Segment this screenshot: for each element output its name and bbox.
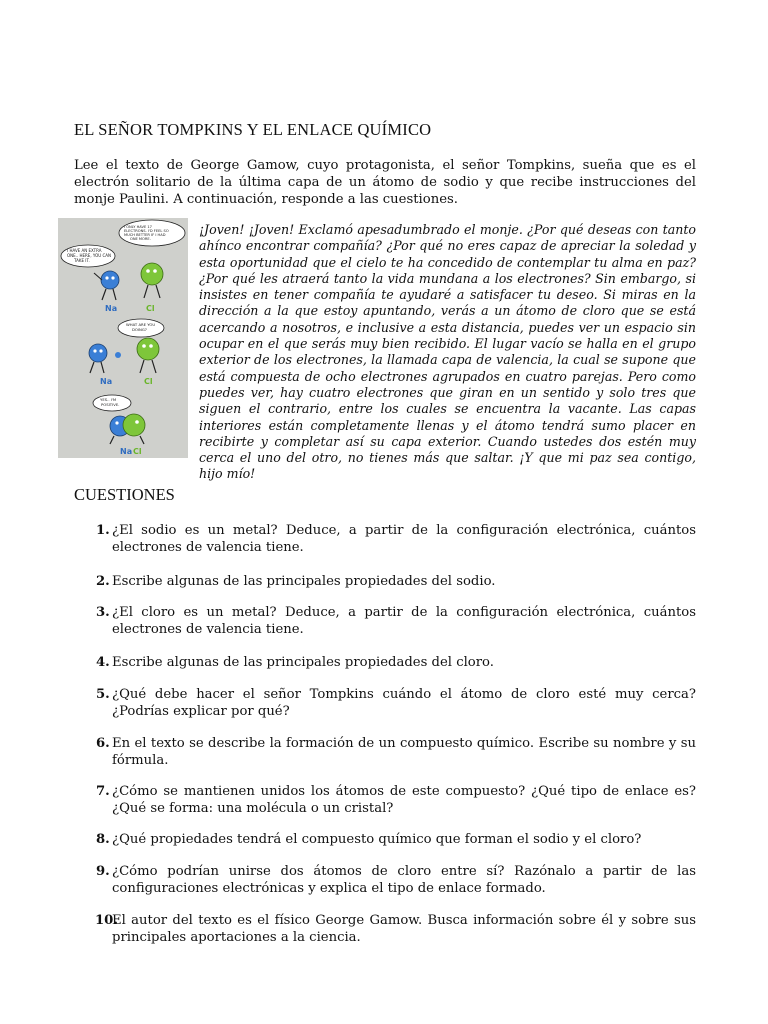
sodium-atom-2 bbox=[89, 344, 107, 362]
question-number: 10. bbox=[95, 913, 118, 928]
question-number: 1. bbox=[96, 523, 110, 538]
intro-paragraph: Lee el texto de George Gamow, cuyo protagonista, el señor Tompkins, sueña que es el electrón solitario de la última capa de un átomo de sodio y que recibe instrucciones del monje Paulini. A continuación, responde a las cuestiones. bbox=[74, 158, 696, 207]
story-text: ¡Joven! ¡Joven! Exclamó apesadumbrado el monje. ¿Por qué deseas con tanto ahínco encontrar compañía? ¿Por qué no eres capaz de apreciar la soledad y esta oportunidad que el cielo te ha concedido de contemplar tu alma en paz? ¿Por qué les atraerá tanto la vida mundana a los electrones? Sin embargo, si insistes en tener compañía te ayudaré a satisfacer tu deseo. Si miras en la dirección a la que estoy apuntando, verás a un átomo de cloro que se está acercando a nosotros, e inclusive a esta distancia, puedes ver un espacio sin ocupar en el que serás muy bien recibido. El lugar vacío se halla en el grupo exterior de los electrones, la llamada capa de valencia, la cual se supone que está compuesta de ocho electrones agrupados en cuatro parejas. Pero como puedes ver, hay cuatro electrones que giran en un sentido y solo tres que siguen el contrario, entre los cuales se encuentra la vacante. Las capas interiores están completamente llenas y el átomo tendrá sumo placer en recibirte y completar así su capa exterior. Cuando ustedes dos estén muy cerca el uno del otro, no tienes más que saltar. ¡Y que mi paz sea contigo, hijo mío! bbox=[199, 222, 696, 482]
question-number: 5. bbox=[96, 687, 110, 702]
question-text: En el texto se describe la formación de un compuesto químico. Escribe su nombre y su fórmula. bbox=[112, 736, 696, 768]
question-number: 7. bbox=[96, 784, 110, 799]
bubble-text-2: WHAT ARE YOU DOING? bbox=[126, 322, 156, 332]
label-nacl-na: Na bbox=[120, 447, 133, 456]
bubble-text-3: YES.. I'M POSITIVE. bbox=[100, 397, 120, 407]
bubble-text-na-1: I HAVE AN EXTRA ONE.. HERE, YOU CAN TAKE IT. bbox=[67, 248, 111, 263]
label-na-2: Na bbox=[100, 377, 113, 386]
question-number: 3. bbox=[96, 605, 110, 620]
question-item bbox=[74, 913, 696, 947]
question-text: El autor del texto es el físico George Gamow. Busca información sobre él y sobre sus principales aportaciones a la ciencia. bbox=[112, 913, 696, 945]
comic-drawing bbox=[58, 218, 188, 458]
label-nacl-cl: Cl bbox=[133, 447, 142, 456]
label-cl-2: Cl bbox=[144, 377, 153, 386]
bubble-text-cl-1: I ONLY HAVE 17 ELECTRONS. I'D FEEL SO MUCH BETTER IF I HAD ONE MORE. bbox=[124, 225, 169, 241]
question-item bbox=[74, 655, 696, 672]
question-item bbox=[74, 605, 696, 639]
question-text: ¿El sodio es un metal? Deduce, a partir de la configuración electrónica, cuántos electrones de valencia tiene. bbox=[112, 523, 696, 555]
question-text: ¿El cloro es un metal? Deduce, a partir de la configuración electrónica, cuántos electrones de valencia tiene. bbox=[112, 605, 696, 637]
sodium-atom-1 bbox=[101, 271, 119, 289]
chlorine-atom-1 bbox=[141, 263, 163, 285]
label-na-1: Na bbox=[105, 304, 118, 313]
question-number: 6. bbox=[96, 736, 110, 751]
questions-heading: CUESTIONES bbox=[74, 485, 175, 504]
question-text: ¿Cómo se mantienen unidos los átomos de este compuesto? ¿Qué tipo de enlace es? ¿Qué se forma: una molécula o un cristal? bbox=[112, 784, 696, 816]
question-item bbox=[74, 574, 696, 591]
question-text: ¿Cómo podrían unirse dos átomos de cloro entre sí? Razónalo a partir de las configuraciones electrónicas y explica el tipo de enlace formado. bbox=[112, 864, 696, 896]
comic-illustration bbox=[58, 218, 188, 458]
question-text: ¿Qué debe hacer el señor Tompkins cuándo el átomo de cloro esté muy cerca? ¿Podrías explicar por qué? bbox=[112, 687, 696, 719]
question-number: 8. bbox=[96, 832, 110, 847]
question-text: Escribe algunas de las principales propiedades del cloro. bbox=[112, 655, 494, 670]
question-item bbox=[74, 784, 696, 818]
question-number: 4. bbox=[96, 655, 110, 670]
question-item bbox=[74, 864, 696, 898]
question-item bbox=[74, 832, 696, 849]
electron-transfer bbox=[115, 352, 121, 358]
question-text: ¿Qué propiedades tendrá el compuesto químico que forman el sodio y el cloro? bbox=[112, 832, 642, 847]
question-item bbox=[74, 736, 696, 770]
question-number: 2. bbox=[96, 574, 110, 589]
label-cl-1: Cl bbox=[146, 304, 155, 313]
question-item bbox=[74, 687, 696, 721]
question-number: 9. bbox=[96, 864, 110, 879]
question-text: Escribe algunas de las principales propiedades del sodio. bbox=[112, 574, 496, 589]
chlorine-atom-2 bbox=[137, 338, 159, 360]
document-title: EL SEÑOR TOMPKINS Y EL ENLACE QUÍMICO bbox=[74, 120, 432, 139]
chlorine-atom-3 bbox=[123, 414, 145, 436]
question-item bbox=[74, 523, 696, 557]
